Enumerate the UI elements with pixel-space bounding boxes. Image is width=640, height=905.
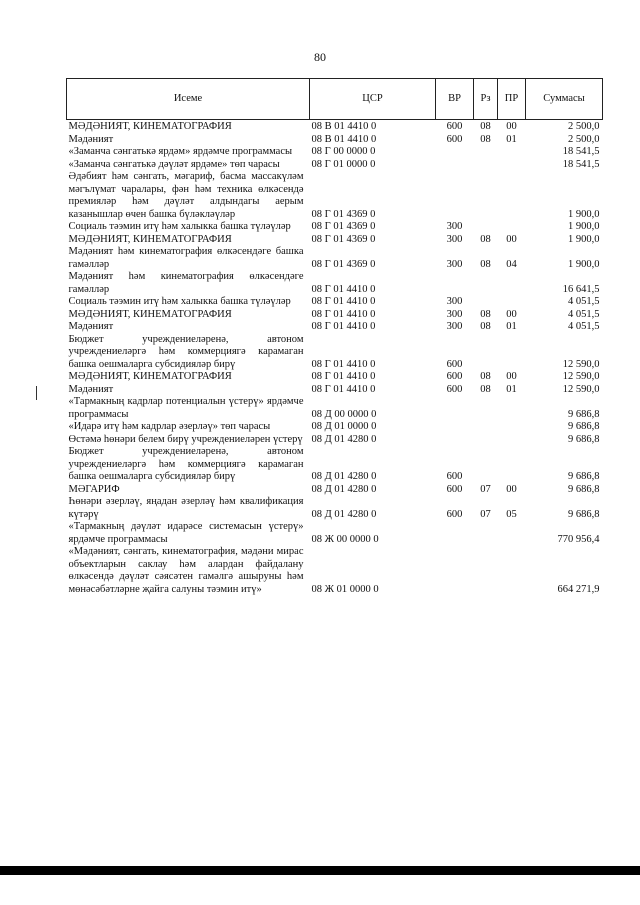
- cell-pr: 00: [506, 483, 517, 495]
- cell-pr: 01: [506, 133, 517, 145]
- margin-mark: [36, 386, 37, 400]
- cell-sum: 9 686,8: [568, 421, 600, 432]
- cell-csr: 08 В 01 4410 0: [311, 121, 377, 132]
- cell-sum: 9 686,8: [568, 483, 600, 495]
- table-row: [67, 546, 603, 596]
- cell-sum: 18 541,5: [562, 146, 600, 157]
- cell-pr: [498, 396, 526, 421]
- cell-csr: 08 Г 01 4410 0: [311, 321, 376, 332]
- cell-vr: [436, 171, 474, 221]
- cell-name: Мәдәният: [68, 383, 114, 395]
- table-row: [67, 309, 603, 322]
- cell-pr: 00: [506, 233, 517, 245]
- cell-rz: [474, 171, 498, 221]
- cell-sum: 9 686,8: [568, 408, 600, 420]
- cell-rz: [474, 271, 498, 296]
- cell-csr: 08 Г 01 4410 0: [311, 308, 376, 320]
- cell-pr: [498, 446, 526, 484]
- cell-rz: 08: [480, 321, 491, 332]
- cell-sum: 9 686,8: [568, 433, 600, 445]
- table-row: [67, 296, 603, 309]
- cell-rz: [474, 446, 498, 484]
- cell-rz: [474, 146, 498, 159]
- cell-sum: 1 900,0: [568, 233, 600, 245]
- cell-rz: 08: [480, 258, 491, 270]
- cell-vr: [436, 421, 474, 434]
- table-row: [67, 421, 603, 434]
- cell-csr: 08 Д 01 0000 0: [311, 421, 377, 432]
- cell-vr: 600: [446, 121, 463, 132]
- cell-vr: 300: [446, 321, 463, 332]
- header-sum: Суммасы: [526, 79, 603, 120]
- cell-name: МӘДӘНИЯТ, КИНЕМАТОГРАФИЯ: [68, 233, 232, 245]
- cell-csr: 08 В 01 4410 0: [311, 133, 377, 145]
- cell-pr: [498, 171, 526, 221]
- cell-pr: 04: [506, 258, 517, 270]
- cell-rz: [474, 546, 498, 596]
- cell-csr: 08 Д 01 4280 0: [311, 471, 377, 482]
- page-number: 80: [314, 50, 326, 64]
- cell-name: МӘГАРИФ: [68, 483, 120, 495]
- cell-sum: 12 590,0: [562, 371, 600, 382]
- cell-csr: 08 Г 01 4410 0: [311, 283, 376, 295]
- table-row: [67, 334, 603, 372]
- cell-pr: [498, 159, 526, 172]
- table-header-row: [67, 79, 603, 120]
- cell-sum: 1 900,0: [568, 258, 600, 270]
- cell-rz: 08: [480, 371, 491, 382]
- cell-pr: [498, 546, 526, 596]
- scan-bottom-bar: [0, 866, 640, 875]
- cell-sum: 18 541,5: [562, 158, 600, 170]
- table-row: [67, 134, 603, 147]
- cell-pr: [498, 221, 526, 234]
- cell-sum: 664 271,9: [557, 583, 600, 595]
- table-row: [67, 434, 603, 447]
- cell-pr: [498, 434, 526, 447]
- cell-sum: 2 500,0: [568, 133, 600, 145]
- table-row: [67, 371, 603, 384]
- cell-csr: 08 Г 01 4369 0: [311, 258, 376, 270]
- cell-vr: 600: [446, 358, 463, 370]
- cell-rz: 07: [480, 483, 491, 495]
- cell-rz: [474, 296, 498, 309]
- cell-sum: 1 900,0: [568, 208, 600, 220]
- table-row: [67, 521, 603, 546]
- cell-csr: 08 Г 01 4369 0: [311, 221, 376, 232]
- cell-pr: 00: [506, 308, 517, 320]
- table-row: [67, 171, 603, 221]
- table-row: [67, 484, 603, 497]
- header-name: Исеме: [67, 79, 310, 120]
- cell-rz: 08: [480, 233, 491, 245]
- cell-vr: 300: [446, 296, 463, 307]
- cell-vr: 300: [446, 308, 463, 320]
- cell-rz: [474, 159, 498, 172]
- cell-name: Бюджет учреждениеләренә, автоном учреждениеләргә һәм коммерциягә карамаган башка оешмаларга субсидияләр бирү: [68, 446, 304, 482]
- cell-vr: [436, 521, 474, 546]
- header-vr: ВР: [436, 79, 474, 120]
- table-row: [67, 159, 603, 172]
- table-row: [67, 271, 603, 296]
- cell-rz: [474, 334, 498, 372]
- cell-pr: [498, 334, 526, 372]
- cell-vr: [436, 546, 474, 596]
- cell-vr: 600: [446, 508, 463, 520]
- cell-name: Өстәмә һөнәри белем бирү учреждениеләрен үстерү: [68, 433, 303, 445]
- cell-rz: [474, 434, 498, 447]
- table-row: [67, 246, 603, 271]
- cell-name: «Идарә итү һәм кадрлар әзерләү» төп чарасы: [68, 421, 271, 432]
- cell-csr: 08 Г 01 4369 0: [311, 208, 376, 220]
- cell-sum: 4 051,5: [568, 321, 600, 332]
- cell-csr: 08 Д 01 4280 0: [311, 433, 377, 445]
- cell-csr: 08 Ж 01 0000 0: [311, 583, 379, 595]
- cell-vr: [436, 271, 474, 296]
- cell-name: «Заманча сәнгатькә ярдәм» ярдәмче программасы: [68, 146, 293, 157]
- cell-vr: 600: [446, 383, 463, 395]
- cell-vr: 600: [446, 483, 463, 495]
- cell-pr: [498, 296, 526, 309]
- cell-rz: 08: [480, 133, 491, 145]
- cell-sum: 9 686,8: [568, 508, 600, 520]
- cell-csr: 08 Г 01 4410 0: [311, 371, 376, 382]
- cell-sum: 2 500,0: [568, 121, 600, 132]
- cell-csr: 08 Г 01 4410 0: [311, 358, 376, 370]
- cell-csr: 08 Г 01 4410 0: [311, 296, 376, 307]
- cell-name: Мәдәният: [68, 133, 114, 145]
- cell-name: Бюджет учреждениеләренә, автоном учреждениеләргә һәм коммерциягә карамаган башка оешмаларга субсидияләр бирү: [68, 333, 304, 370]
- cell-name: МӘДӘНИЯТ, КИНЕМАТОГРАФИЯ: [68, 121, 232, 132]
- cell-csr: 08 Д 01 4280 0: [311, 483, 377, 495]
- cell-name: Мәдәният һәм кинематография өлкәсендәге гамәлләр: [68, 271, 304, 295]
- cell-rz: 07: [480, 508, 491, 520]
- cell-name: МӘДӘНИЯТ, КИНЕМАТОГРАФИЯ: [68, 308, 232, 320]
- cell-name: МӘДӘНИЯТ, КИНЕМАТОГРАФИЯ: [68, 371, 232, 382]
- cell-name: «Мәдәният, сәнгать, кинематография, мәдәни мирас объектларын саклау һәм алардан файдалану өлкәсендә дәүләт сәясәтен гамәлгә ашыруны һәм мөнәсәбәтләрне җайга салуны тәэмин итү»: [68, 546, 304, 595]
- cell-pr: 05: [506, 508, 517, 520]
- cell-rz: [474, 221, 498, 234]
- cell-name: Социаль тәэмин итү һәм халыкка башка түләүләр: [68, 296, 291, 307]
- table-row: [67, 146, 603, 159]
- table-row: [67, 321, 603, 334]
- cell-name: Мәдәният: [68, 321, 114, 332]
- cell-csr: 08 Ж 00 0000 0: [311, 533, 379, 545]
- table-row: [67, 446, 603, 484]
- cell-sum: 770 956,4: [557, 533, 600, 545]
- cell-sum: 16 641,5: [562, 283, 600, 295]
- cell-csr: 08 Г 00 0000 0: [311, 146, 376, 157]
- cell-vr: 600: [446, 133, 463, 145]
- cell-csr: 08 Г 01 4410 0: [311, 383, 376, 395]
- table-body: [67, 120, 603, 597]
- cell-pr: [498, 146, 526, 159]
- cell-rz: 08: [480, 383, 491, 395]
- table-row: [67, 120, 603, 134]
- cell-pr: 00: [506, 121, 517, 132]
- table-row: [67, 384, 603, 397]
- cell-rz: [474, 396, 498, 421]
- header-csr: ЦСР: [310, 79, 436, 120]
- cell-rz: 08: [480, 121, 491, 132]
- cell-name: «Тармакның кадрлар потенциалын үстерү» ярдәмче программасы: [68, 396, 304, 420]
- cell-vr: [436, 146, 474, 159]
- cell-name: Һөнәри әзерләү, яңадан әзерләү һәм квалификация күтәрү: [68, 496, 304, 520]
- cell-name: «Заманча сәнгатькә дәүләт ярдәме» төп чарасы: [68, 158, 280, 170]
- table-row: [67, 396, 603, 421]
- cell-name: «Тармакның дәүләт идарәсе системасын үстерү» ярдәмче программасы: [68, 521, 304, 545]
- cell-vr: [436, 396, 474, 421]
- cell-vr: [436, 434, 474, 447]
- cell-vr: 300: [446, 233, 463, 245]
- cell-csr: 08 Г 01 0000 0: [311, 158, 376, 170]
- cell-csr: 08 Г 01 4369 0: [311, 233, 376, 245]
- cell-rz: [474, 421, 498, 434]
- cell-pr: 01: [506, 321, 517, 332]
- cell-name: Әдәбият һәм сәнгать, мәгариф, басма массакүләм мәгълүмат чаралары, фән һәм техника өлкәсендә премияләр һәм дәүләт алдындагы аерым казанышлар өчен башка бүләкләүләр: [68, 171, 304, 220]
- table-row: [67, 221, 603, 234]
- cell-rz: [474, 521, 498, 546]
- cell-pr: 01: [506, 383, 517, 395]
- cell-sum: 4 051,5: [568, 296, 600, 307]
- cell-sum: 1 900,0: [568, 221, 600, 232]
- header-pr: ПР: [498, 79, 526, 120]
- cell-name: Мәдәният һәм кинематография өлкәсендәге башка гамәлләр: [68, 246, 304, 270]
- cell-vr: [436, 159, 474, 172]
- cell-pr: 00: [506, 371, 517, 382]
- cell-rz: 08: [480, 308, 491, 320]
- header-rz: Рз: [474, 79, 498, 120]
- cell-vr: 300: [446, 258, 463, 270]
- cell-sum: 9 686,8: [568, 471, 600, 482]
- cell-vr: 300: [446, 221, 463, 232]
- budget-table: [66, 78, 603, 596]
- cell-pr: [498, 421, 526, 434]
- cell-sum: 12 590,0: [562, 358, 600, 370]
- cell-sum: 4 051,5: [568, 308, 600, 320]
- cell-pr: [498, 271, 526, 296]
- cell-pr: [498, 521, 526, 546]
- cell-name: Социаль тәэмин итү һәм халыкка башка түләүләр: [68, 221, 291, 232]
- cell-vr: 600: [446, 471, 463, 482]
- cell-vr: 600: [446, 371, 463, 382]
- table-row: [67, 496, 603, 521]
- table-row: [67, 234, 603, 247]
- cell-csr: 08 Д 00 0000 0: [311, 408, 377, 420]
- cell-csr: 08 Д 01 4280 0: [311, 508, 377, 520]
- cell-sum: 12 590,0: [562, 383, 600, 395]
